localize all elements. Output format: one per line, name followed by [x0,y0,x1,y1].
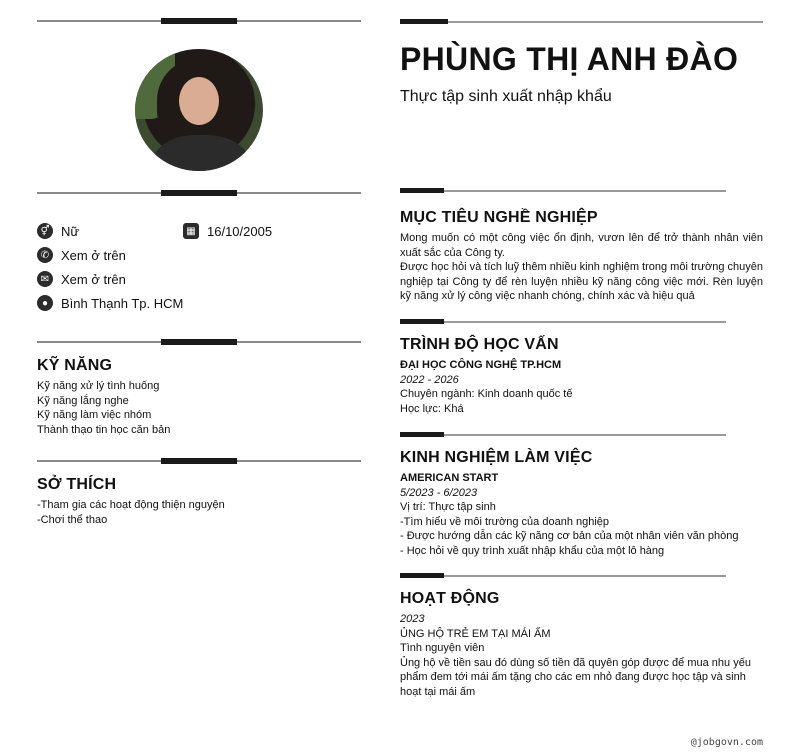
address-value: Bình Thạnh Tp. HCM [61,295,184,311]
birthdate-value: 16/10/2005 [207,223,273,239]
activity-name: ỦNG HỘ TRẺ EM TẠI MÁI ẤM [400,627,551,640]
hobbies-title: SỞ THÍCH [37,476,117,493]
skills-list [37,379,170,437]
experience-block: AMERICAN START 5/2023 - 6/2023 Vị trí: Thực tập sinh -Tìm hiểu về môi trường của doanh nghiệp - Được hướng dẫn các kỹ năng cơ bản của một nhân viên văn phòng - Học hỏi về quy trình xuất nhập khẩu của một lô hàng [400,471,763,558]
activity-description: Ủng hộ về tiền sau đó dùng số tiền đã quyên góp được để mua nhu yếu phẩm đem tới mái ấm tặng cho các em nhỏ đang được học tập và sinh hoạt tại mái ấm [400,656,751,698]
objective-text: Mong muốn có một công việc ổn định, vươn lên để trở thành nhân viên xuất sắc của Công ty. Được học hỏi và tích luỹ thêm nhiều kinh nghiệm trong môi trường chuyên nghiệp tại Công ty để rèn luyện nhiều kỹ năng công việc mới. Rèn luyện kỹ năng xử lý công việc nhanh chóng, chính xác và hiệu quả [400,232,763,302]
calendar-icon: ▦ [183,223,199,239]
phone-info [37,247,126,263]
location-pin-icon: ● [37,295,53,311]
divider-below-photo [37,192,361,194]
email-info [37,271,126,287]
list-item: Kỹ năng làm việc nhóm [37,409,152,421]
candidate-name: PHÙNG THỊ ANH ĐÀO [400,41,739,77]
divider-objective [400,190,726,192]
activity-year: 2023 [400,613,425,625]
list-item: Kỹ năng lắng nghe [37,394,129,407]
gender-icon: ⚥ [37,223,53,239]
divider-hobbies [37,460,361,462]
divider-top-right [400,21,763,23]
education-title: TRÌNH ĐỘ HỌC VẤN [400,336,559,353]
divider-skills [37,341,361,343]
education-major: Chuyên ngành: Kinh doanh quốc tế [400,388,573,400]
divider-top-left [37,20,361,22]
list-item: Kỹ năng xử lý tình huống [37,380,160,392]
experience-title: KINH NGHIỆM LÀM VIỆC [400,449,593,466]
divider-experience [400,434,726,436]
gender-info [37,223,79,239]
phone-icon: ✆ [37,247,53,263]
divider-education [400,321,726,323]
birthdate-info [183,223,272,239]
company-name: AMERICAN START [400,472,499,484]
profile-photo [135,49,263,171]
objective-title: MỤC TIÊU NGHỀ NGHIỆP [400,209,598,226]
list-item: -Tham gia các hoạt động thiện nguyện [37,499,225,511]
activities-title: HOẠT ĐỘNG [400,590,500,607]
address-info [37,295,183,311]
school-name: ĐẠI HỌC CÔNG NGHỆ TP.HCM [400,359,562,371]
hobbies-list [37,498,225,527]
activities-block [400,612,760,699]
list-item: -Chơi thể thao [37,513,108,526]
watermark: @jobgovn.com [690,737,763,748]
education-grade: Học lực: Khá [400,402,464,415]
skills-title: KỸ NĂNG [37,357,113,374]
divider-activities [400,575,726,577]
experience-period: 5/2023 - 6/2023 [400,486,478,499]
email-icon: ✉ [37,271,53,287]
job-title: Thực tập sinh xuất nhập khẩu [400,88,612,105]
activity-role: Tình nguyện viên [400,642,485,654]
gender-value: Nữ [61,223,80,239]
phone-value: Xem ở trên [61,247,126,263]
education-block [400,358,763,416]
list-item: Thành thạo tin học căn bản [37,423,171,436]
education-period: 2022 - 2026 [400,373,459,386]
email-value: Xem ở trên [61,271,126,287]
